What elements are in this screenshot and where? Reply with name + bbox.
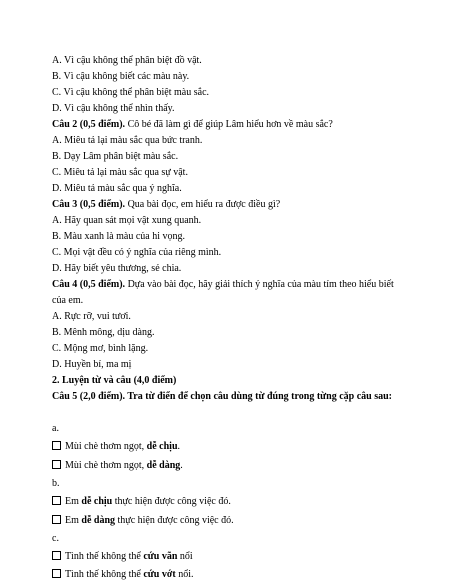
choice-text: Tình thế không thể — [65, 569, 144, 580]
choice-text-end: thực hiện được công việc đó. — [112, 496, 231, 507]
choice-text-end: thực hiện được công việc đó. — [115, 515, 234, 526]
q4-text: Dựa vào bài đọc, hãy giải thích ý nghĩa của màu tím theo hiểu biết của em. — [52, 279, 394, 306]
q2-label: Câu 2 (0,5 điểm). — [52, 119, 126, 130]
checkbox[interactable] — [52, 441, 61, 450]
q2-text: Cô bé đã làm gì để giúp Lâm hiểu hơn về màu sắc? — [125, 119, 333, 130]
choice-keyword: dễ chịu — [81, 496, 113, 507]
q5-b-choice-2[interactable] — [52, 515, 234, 527]
q3-option-d: D. Hãy biết yêu thương, sẻ chia. — [52, 263, 182, 274]
q2-option-b: B. Dạy Lâm phân biệt màu sắc. — [52, 151, 179, 162]
q2-option-c: C. Miêu tả lại màu sắc qua sự vật. — [52, 167, 188, 178]
q3-text: Qua bài đọc, em hiểu ra được điều gì? — [125, 199, 281, 210]
q4-prompt — [52, 277, 408, 309]
choice-text: Mùi chè thơm ngọt, — [65, 441, 147, 452]
choice-keyword: dễ dàng — [146, 460, 181, 471]
q2-prompt — [52, 119, 333, 131]
q2-option-a: A. Miêu tả lại màu sắc qua bức tranh. — [52, 135, 203, 146]
q5-group-a-letter: a. — [52, 423, 59, 434]
choice-text-end: . — [177, 441, 181, 452]
q4-option-d: D. Huyền bí, ma mị — [52, 359, 132, 370]
q1-option-b: B. Vì cậu không biết các màu này. — [52, 71, 190, 82]
choice-keyword: dễ chịu — [146, 441, 178, 452]
choice-text: Mùi chè thơm ngọt, — [65, 460, 147, 471]
choice-text: Tình thế không thể — [65, 551, 144, 562]
q5-group-b-letter: b. — [52, 478, 60, 489]
q3-prompt — [52, 199, 280, 211]
checkbox[interactable] — [52, 515, 61, 524]
checkbox[interactable] — [52, 569, 61, 578]
section-2-heading: 2. Luyện từ và câu (4,0 điểm) — [52, 375, 177, 386]
choice-text-end: nổi — [177, 551, 193, 562]
checkbox[interactable] — [52, 460, 61, 469]
q5-group-c-letter: c. — [52, 533, 59, 544]
q1-option-a: A. Vì cậu không thể phân biệt đồ vật. — [52, 55, 202, 66]
choice-text: Em — [65, 515, 82, 526]
q5-a-choice-1[interactable] — [52, 441, 180, 453]
q1-option-d: D. Vì cậu không thể nhìn thấy. — [52, 103, 175, 114]
choice-text-end: . — [180, 460, 183, 471]
q4-option-b: B. Mênh mông, dịu dàng. — [52, 327, 155, 338]
q5-c-choice-2[interactable] — [52, 569, 193, 581]
choice-keyword: dễ dàng — [81, 515, 116, 526]
q3-option-c: C. Mọi vật đều có ý nghĩa của riêng mình. — [52, 247, 222, 258]
checkbox[interactable] — [52, 551, 61, 560]
q2-option-d: D. Miêu tả màu sắc qua ý nghĩa. — [52, 183, 182, 194]
q3-label: Câu 3 (0,5 điểm). — [52, 199, 126, 210]
q5-a-choice-2[interactable] — [52, 460, 183, 472]
q3-option-a: A. Hãy quan sát mọi vật xung quanh. — [52, 215, 202, 226]
q5-prompt: Câu 5 (2,0 điểm). Tra từ điển để chọn câu dùng từ đúng trong từng cặp câu sau: — [52, 391, 392, 402]
choice-text-end: nổi. — [175, 569, 194, 580]
q5-c-choice-1[interactable] — [52, 551, 193, 563]
choice-text: Em — [65, 496, 82, 507]
q4-option-a: A. Rực rỡ, vui tươi. — [52, 311, 131, 322]
q1-option-c: C. Vì cậu không thể phân biệt màu sắc. — [52, 87, 210, 98]
choice-keyword: cứu vãn — [143, 551, 178, 562]
choice-keyword: cứu vớt — [143, 569, 176, 580]
q3-option-b: B. Màu xanh là màu của hi vọng. — [52, 231, 186, 242]
q5-b-choice-1[interactable] — [52, 496, 231, 508]
checkbox[interactable] — [52, 496, 61, 505]
q4-label: Câu 4 (0,5 điểm). — [52, 279, 126, 290]
q4-option-c: C. Mộng mơ, bình lặng. — [52, 343, 149, 354]
